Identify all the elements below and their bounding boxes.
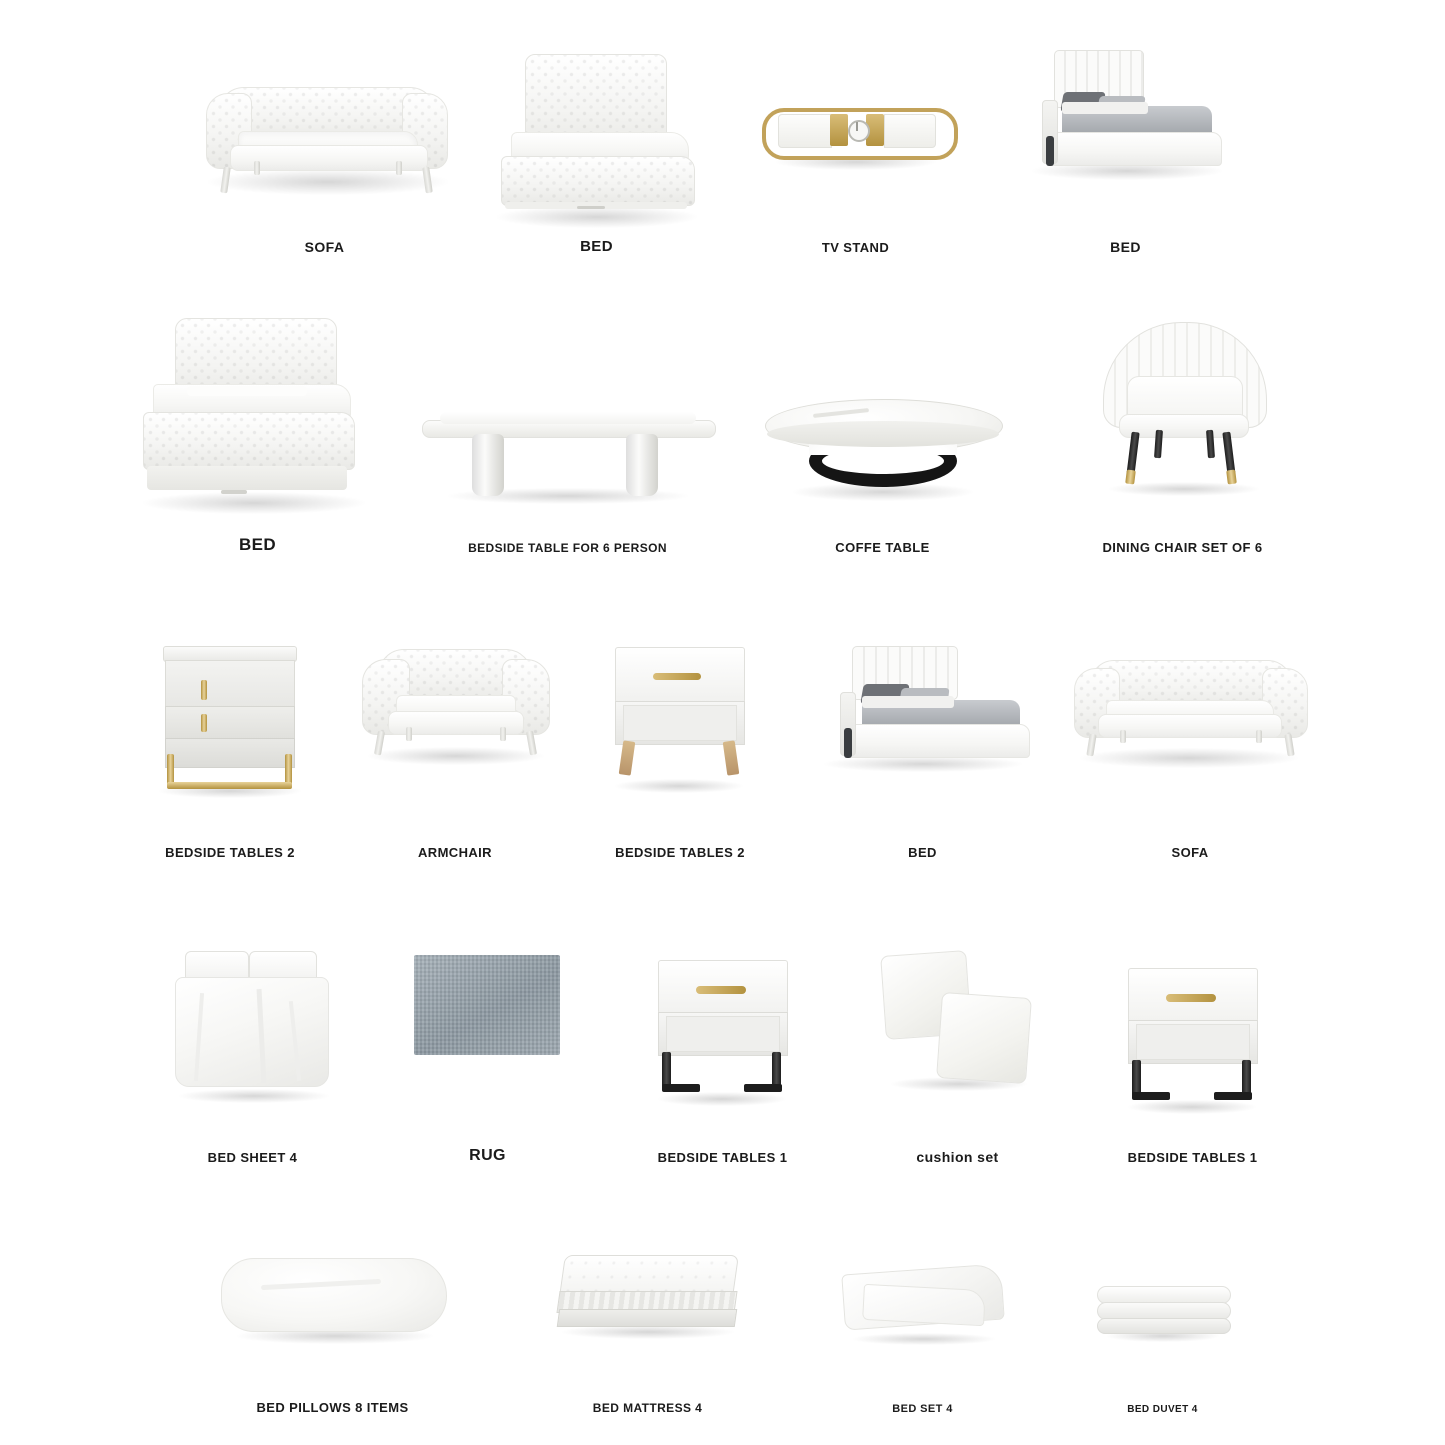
catalog-item-bed-mattress[interactable]: [498, 1215, 798, 1415]
catalog-item-bedside-tables-1a[interactable]: [605, 915, 840, 1165]
catalog-item-label: BED: [1110, 239, 1141, 255]
catalog-item-label: BED: [238, 535, 277, 554]
catalog-item-bed-3[interactable]: [113, 275, 403, 555]
bedside-table-black-legs-icon: [1118, 954, 1268, 1116]
catalog-item-label: DINING CHAIR SET OF 6: [1102, 540, 1263, 555]
catalog-item-label: SOFA: [304, 239, 345, 255]
catalog-item-label: SOFA: [1171, 845, 1209, 860]
catalog-item-bed-4[interactable]: [793, 615, 1053, 860]
catalog-item-bed-duvet[interactable]: [1048, 1215, 1278, 1415]
bed-diamond-tufted-icon: [133, 292, 383, 517]
catalog-item-label: ARMCHAIR: [418, 845, 492, 860]
dining-chair-icon: [1083, 318, 1283, 498]
catalog-item-label: BEDSIDE TABLES 1: [1127, 1150, 1258, 1165]
bed-set-folded-icon: [833, 1253, 1013, 1353]
catalog-row-1: [0, 40, 1445, 255]
catalog-item-bed-sheet[interactable]: [135, 915, 370, 1165]
catalog-row-2: [0, 275, 1445, 555]
catalog-item-label: BEDSIDE TABLES 1: [657, 1150, 788, 1165]
sofa-tufted-icon: [190, 41, 460, 201]
tv-stand-icon: [756, 62, 956, 182]
bedside-table-wood-legs-icon: [605, 635, 755, 795]
bed-sheet-icon: [163, 941, 343, 1106]
catalog-item-bed-pillows[interactable]: [168, 1215, 498, 1415]
catalog-item-sofa-2[interactable]: [1053, 615, 1328, 860]
catalog-item-bed-1[interactable]: [467, 40, 727, 255]
catalog-item-label: BED: [580, 238, 613, 255]
dining-table-icon: [418, 338, 718, 503]
catalog-item-label: BED SET 4: [892, 1403, 953, 1415]
catalog-item-label: BED: [908, 845, 937, 860]
duvet-rolled-icon: [1083, 1260, 1243, 1350]
catalog-item-dining-table[interactable]: [403, 275, 733, 555]
catalog-item-armchair[interactable]: [343, 615, 568, 860]
sofa-tufted-icon: [1060, 638, 1320, 773]
catalog-item-bed-2[interactable]: [981, 40, 1271, 255]
catalog-item-bedside-tables-1b[interactable]: [1075, 915, 1310, 1165]
catalog-item-bedside-tables-2b[interactable]: [568, 615, 793, 860]
pillow-icon: [213, 1236, 453, 1346]
catalog-item-label: BED SHEET 4: [207, 1150, 298, 1165]
catalog-item-label: BED PILLOWS 8 ITEMS: [256, 1400, 409, 1415]
catalog-item-sofa-1[interactable]: [175, 40, 475, 255]
bed-tall-tufted-headboard-icon: [489, 46, 705, 224]
coffee-table-round-icon: [753, 337, 1013, 502]
catalog-item-label: BEDSIDE TABLES 2: [165, 845, 295, 860]
catalog-item-bed-set[interactable]: [798, 1215, 1048, 1415]
catalog-item-label: BED MATTRESS 4: [592, 1401, 703, 1415]
catalog-item-rug[interactable]: [370, 915, 605, 1165]
catalog-item-label: BEDSIDE TABLES 2: [615, 845, 745, 860]
catalog-item-cushion-set[interactable]: [840, 915, 1075, 1165]
catalog-item-label: BED DUVET 4: [1127, 1404, 1198, 1415]
catalog-row-4: [0, 915, 1445, 1165]
catalog-item-coffee-table[interactable]: [733, 275, 1033, 555]
catalog-item-bedside-tables-2a[interactable]: [118, 615, 343, 860]
bedside-table-two-drawer-gold-base-icon: [145, 634, 315, 799]
catalog-row-5: [0, 1215, 1445, 1415]
catalog-item-label: TV STAND: [821, 240, 890, 255]
catalog-item-dining-chair[interactable]: [1033, 275, 1333, 555]
catalog-item-tv-stand[interactable]: [731, 40, 981, 255]
catalog-item-label: RUG: [469, 1147, 506, 1164]
bed-grey-bedding-icon: [808, 638, 1038, 773]
rug-grey-icon: [408, 937, 568, 1067]
bedside-table-black-legs-icon: [648, 946, 798, 1108]
catalog-item-label: cushion set: [916, 1149, 999, 1165]
catalog-item-label: COFFE TABLE: [835, 540, 930, 555]
armchair-tufted-icon: [348, 635, 563, 775]
catalog-row-3: [0, 615, 1445, 860]
mattress-icon: [548, 1239, 748, 1349]
catalog-item-label: BEDSIDE TABLE FOR 6 PERSON: [468, 541, 667, 555]
bed-grey-bedding-icon: [1018, 40, 1234, 161]
cushion-set-icon: [873, 943, 1043, 1093]
